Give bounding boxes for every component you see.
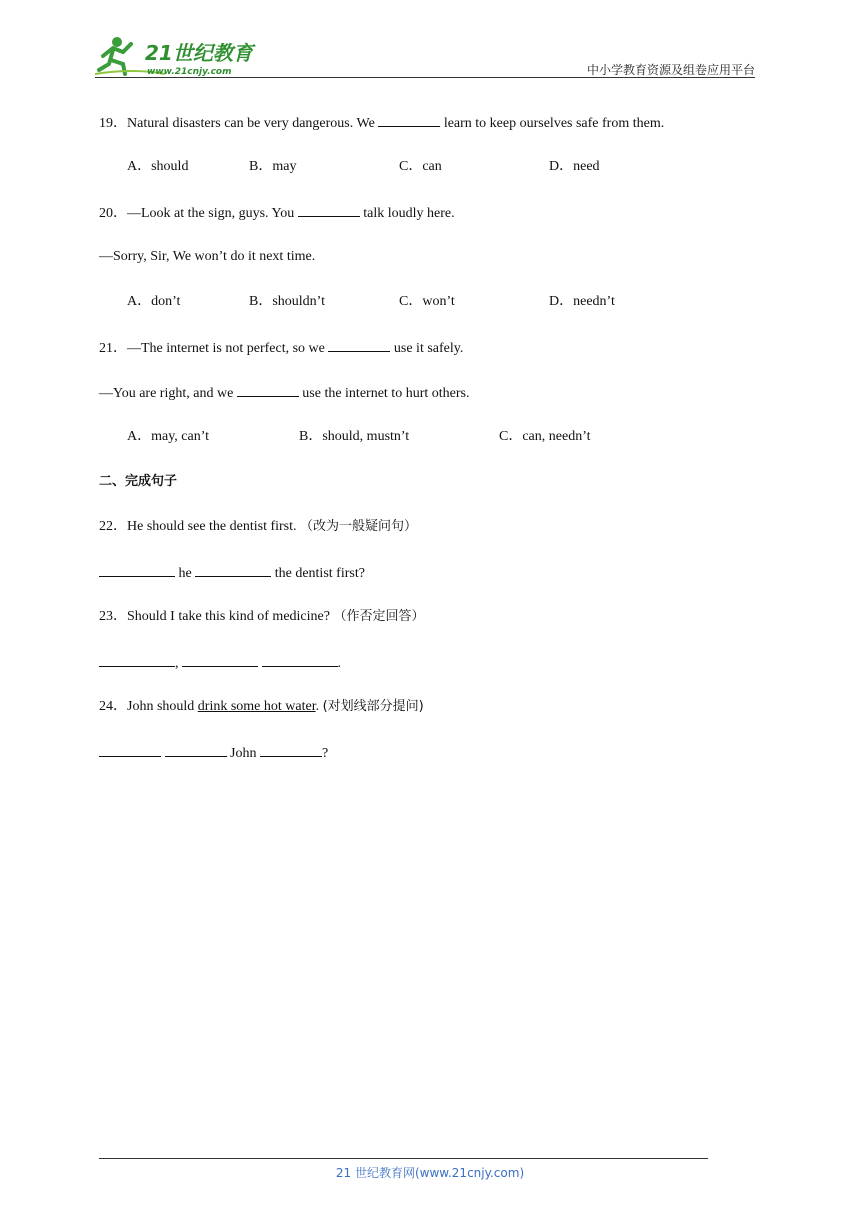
- answer-period: .: [337, 656, 341, 671]
- option-21-c[interactable]: C．can, needn’t: [499, 429, 591, 444]
- answer-blank[interactable]: [237, 383, 299, 397]
- answer-blank[interactable]: [182, 653, 258, 667]
- question-24-stem: 24．John should: [99, 699, 195, 714]
- answer-word: he: [178, 566, 192, 581]
- question-22-stem: 22．He should see the dentist first.: [99, 519, 297, 534]
- logo-url-text: www.21cnjy.com: [147, 67, 232, 77]
- option-19-d[interactable]: D．need: [549, 159, 600, 174]
- question-23-instruction: （作否定回答）: [333, 609, 425, 624]
- answer-blank[interactable]: [260, 743, 322, 757]
- question-24: [99, 698, 424, 716]
- question-21: [99, 338, 463, 358]
- question-23: [99, 608, 424, 626]
- answer-blank[interactable]: [99, 653, 175, 667]
- option-19-a[interactable]: A．should: [127, 159, 189, 174]
- underlined-phrase: drink some hot water: [197, 699, 316, 714]
- question-19-stem: 19．Natural disasters can be very dangerous. We: [99, 116, 375, 131]
- question-20-stem: 20．—Look at the sign, guys. You: [99, 206, 295, 221]
- answer-blank[interactable]: [195, 563, 271, 577]
- answer-comma: ,: [175, 656, 179, 671]
- question-22-answer: [99, 563, 365, 583]
- question-21-stem: 21．—The internet is not perfect, so we: [99, 341, 325, 356]
- question-21-reply: [99, 383, 469, 403]
- question-20-stem-end: talk loudly here.: [363, 206, 455, 221]
- question-21-stem-end: use it safely.: [393, 341, 464, 356]
- header-divider: [95, 77, 755, 78]
- page-header: [95, 30, 755, 80]
- question-22: [99, 518, 417, 536]
- question-23-answer: [99, 653, 341, 673]
- footer-divider: [99, 1158, 708, 1159]
- option-21-b[interactable]: B．should, mustn’t: [299, 429, 410, 444]
- answer-blank[interactable]: [298, 203, 360, 217]
- answer-word: John: [230, 746, 257, 761]
- answer-blank[interactable]: [378, 113, 440, 127]
- site-logo: [95, 34, 265, 78]
- option-20-d[interactable]: D．needn’t: [549, 294, 615, 309]
- platform-title: 中小学教育资源及组卷应用平台: [586, 63, 755, 77]
- answer-blank[interactable]: [165, 743, 227, 757]
- question-21-reply-end: use the internet to hurt others.: [302, 386, 470, 401]
- question-24-stem-end: .: [315, 699, 320, 714]
- question-23-stem: 23．Should I take this kind of medicine?: [99, 609, 330, 624]
- answer-blank[interactable]: [262, 653, 338, 667]
- section-title: 二、完成句子: [99, 474, 178, 489]
- logo-main-text: 21世纪教育: [145, 41, 253, 65]
- footer-text[interactable]: 21 世纪教育网(www.21cnjy.com): [335, 1166, 525, 1180]
- answer-word: the dentist first?: [274, 566, 365, 581]
- question-24-answer: [99, 743, 328, 763]
- question-24-instruction: (对划线部分提问): [322, 699, 424, 714]
- option-20-a[interactable]: A．don’t: [127, 294, 181, 309]
- question-22-instruction: （改为一般疑问句）: [300, 519, 418, 534]
- answer-question-mark: ?: [321, 746, 329, 761]
- question-21-reply-start: —You are right, and we: [99, 386, 234, 401]
- option-19-c[interactable]: C．can: [399, 159, 442, 174]
- answer-blank[interactable]: [328, 338, 390, 352]
- question-19-stem-end: learn to keep ourselves safe from them.: [443, 116, 665, 131]
- answer-blank[interactable]: [99, 743, 161, 757]
- option-21-a[interactable]: A．may, can’t: [127, 429, 210, 444]
- option-19-b[interactable]: B．may: [249, 159, 297, 174]
- question-20: [99, 203, 455, 223]
- option-20-c[interactable]: C．won’t: [399, 294, 455, 309]
- option-20-b[interactable]: B．shouldn’t: [249, 294, 325, 309]
- question-20-reply: —Sorry, Sir, We won’t do it next time.: [99, 249, 316, 264]
- answer-blank[interactable]: [99, 563, 175, 577]
- question-19: [99, 113, 664, 133]
